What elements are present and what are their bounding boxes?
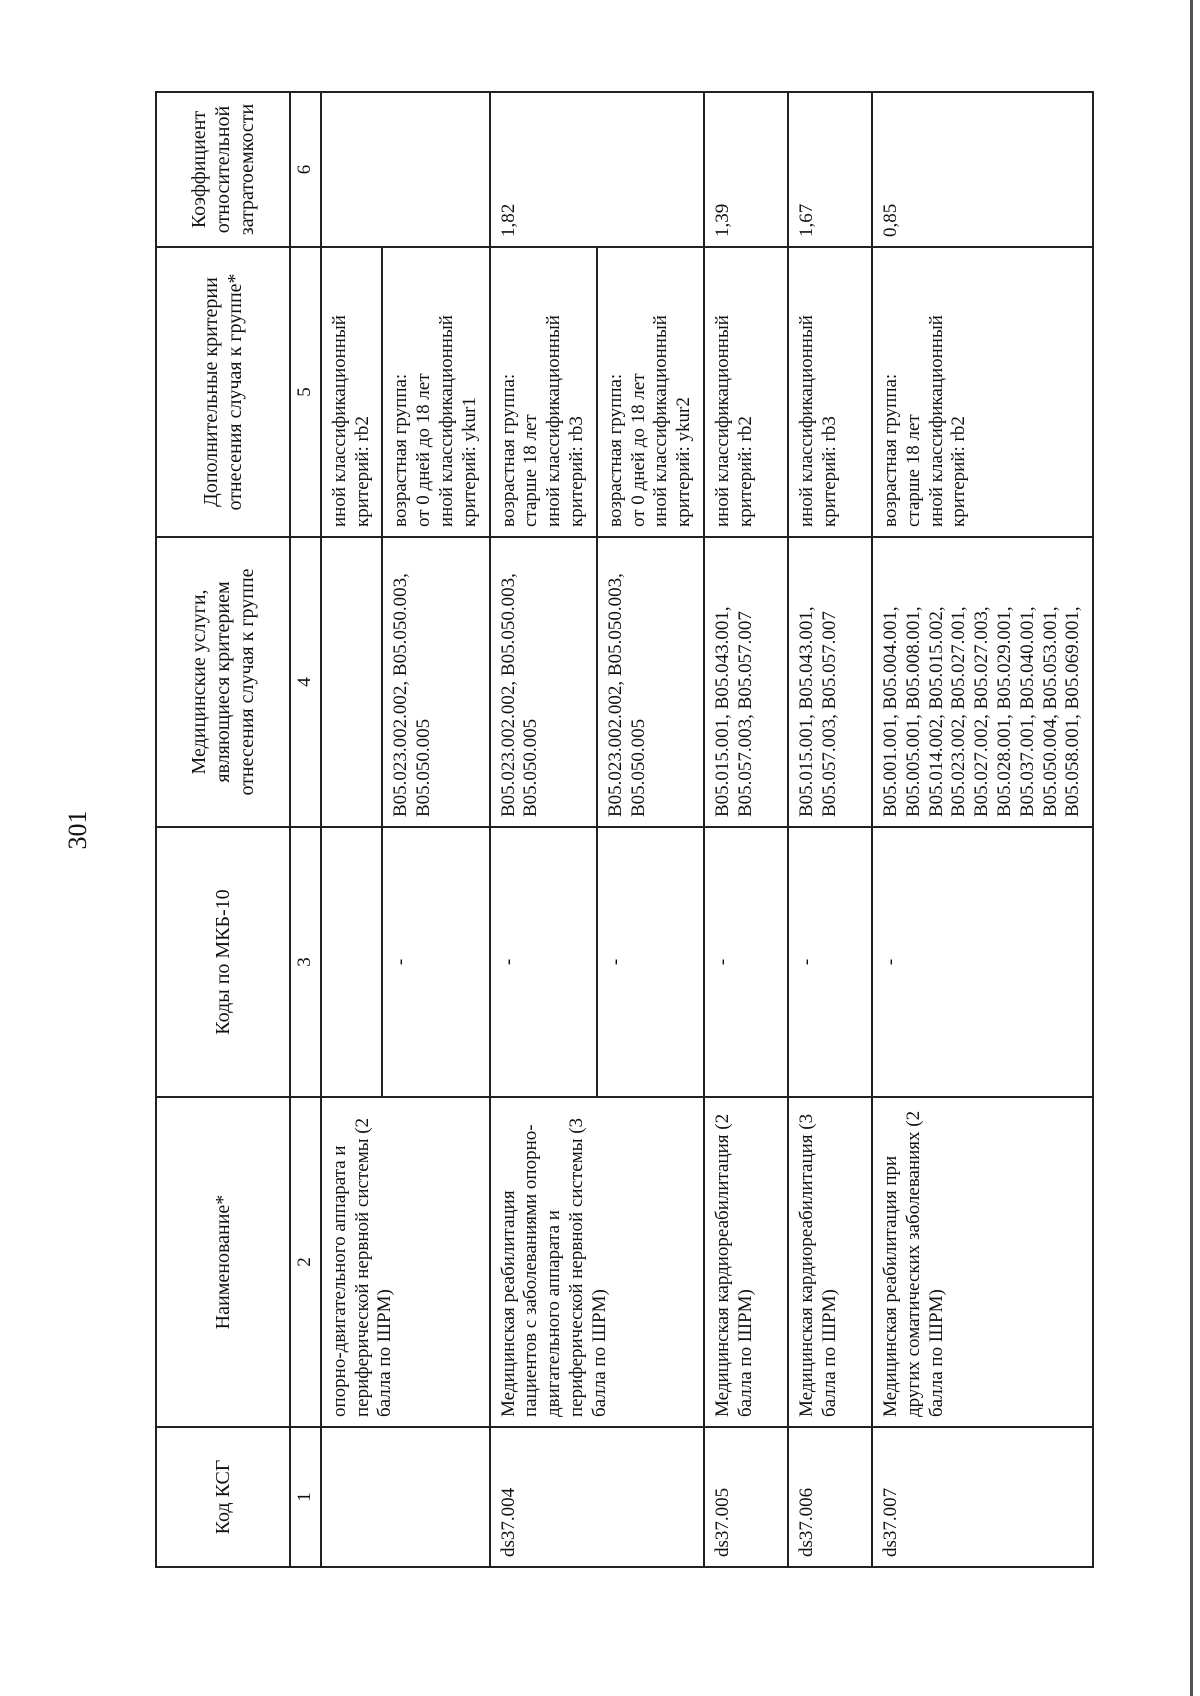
mkb-codes: - [872, 827, 1093, 1097]
medical-services: B05.023.002.002, B05.050.003, B05.050.005 [382, 537, 489, 827]
ksg-code: ds37.006 [788, 1427, 872, 1567]
ksg-code: ds37.004 [490, 1427, 704, 1567]
header-coefficient: Коэффициент относительной затратоемкости [156, 92, 290, 247]
table-row [490, 92, 597, 1567]
ksg-name: Медицинская реабилитация пациентов с заболеваниями опорно-двигательного аппарата и периферической нервной системы (3 балла по ШРМ) [490, 1097, 704, 1427]
coefficient: 1,39 [704, 92, 788, 247]
mkb-codes [321, 827, 383, 1097]
mkb-codes: - [704, 827, 788, 1097]
coefficient: 1,67 [788, 92, 872, 247]
mkb-codes: - [382, 827, 489, 1097]
medical-services: B05.023.002.002, B05.050.003, B05.050.005 [597, 537, 704, 827]
table-row [872, 92, 1093, 1567]
ksg-name: Медицинская реабилитация при других соматических заболеваниях (2 балла по ШРМ) [872, 1097, 1093, 1427]
header-mkb-codes: Коды по МКБ-10 [156, 827, 290, 1097]
ksg-name: Медицинская кардиореабилитация (3 балла по ШРМ) [788, 1097, 872, 1427]
additional-criteria: иной классификационный критерий: rb2 [704, 247, 788, 537]
column-number: 5 [290, 247, 321, 537]
column-number: 4 [290, 537, 321, 827]
ksg-code: ds37.005 [704, 1427, 788, 1567]
mkb-codes: - [597, 827, 704, 1097]
ksg-name: опорно-двигательного аппарата и периферической нервной системы (2 балла по ШРМ) [321, 1097, 490, 1427]
header-services: Медицинские услуги, являющиеся критерием отнесения случая к группе [156, 537, 290, 827]
scan-edge-line [1190, 0, 1193, 1696]
column-number: 1 [290, 1427, 321, 1567]
ksg-code: ds37.007 [872, 1427, 1093, 1567]
header-row [156, 92, 290, 1567]
coefficient: 1,82 [490, 92, 704, 247]
additional-criteria: возрастная группа: от 0 дней до 18 лет иной классификационный критерий: ykur2 [597, 247, 704, 537]
table-row [321, 92, 383, 1567]
additional-criteria: возрастная группа: от 0 дней до 18 лет иной классификационный критерий: ykur1 [382, 247, 489, 537]
ksg-name: Медицинская кардиореабилитация (2 балла по ШРМ) [704, 1097, 788, 1427]
medical-services: B05.015.001, B05.043.001, B05.057.003, B05.057.007 [788, 537, 872, 827]
additional-criteria: иной классификационный критерий: rb3 [788, 247, 872, 537]
ksg-table [155, 91, 1094, 1568]
column-number: 6 [290, 92, 321, 247]
additional-criteria: возрастная группа: старше 18 лет иной классификационный критерий: rb3 [490, 247, 597, 537]
coefficient [321, 92, 490, 247]
additional-criteria: возрастная группа: старше 18 лет иной классификационный критерий: rb2 [872, 247, 1093, 537]
column-number-row [290, 92, 321, 1567]
table-row [704, 92, 788, 1567]
medical-services [321, 537, 383, 827]
ksg-code [321, 1427, 490, 1567]
header-criteria: Дополнительные критерии отнесения случая к группе* [156, 247, 290, 537]
column-number: 3 [290, 827, 321, 1097]
header-name: Наименование* [156, 1097, 290, 1427]
table-row [788, 92, 872, 1567]
medical-services: B05.015.001, B05.043.001, B05.057.003, B05.057.007 [704, 537, 788, 827]
mkb-codes: - [788, 827, 872, 1097]
coefficient: 0,85 [872, 92, 1093, 247]
header-ksg-code: Код КСГ [156, 1427, 290, 1567]
page-number: 301 [63, 810, 92, 850]
medical-services: B05.023.002.002, B05.050.003, B05.050.005 [490, 537, 597, 827]
additional-criteria: иной классификационный критерий: rb2 [321, 247, 383, 537]
mkb-codes: - [490, 827, 597, 1097]
table-container [155, 93, 1200, 1568]
column-number: 2 [290, 1097, 321, 1427]
medical-services: B05.001.001, B05.004.001, B05.005.001, B05.008.001, B05.014.002, B05.015.002, B05.023.002, B05.027.001, B05.027.002, B05.027.003, B05.028.001, B05.029.001, B05.037.001, B05.040.001, B05.050.004, B05.053.001, B05.058.001, B05.069.001, [872, 537, 1093, 827]
